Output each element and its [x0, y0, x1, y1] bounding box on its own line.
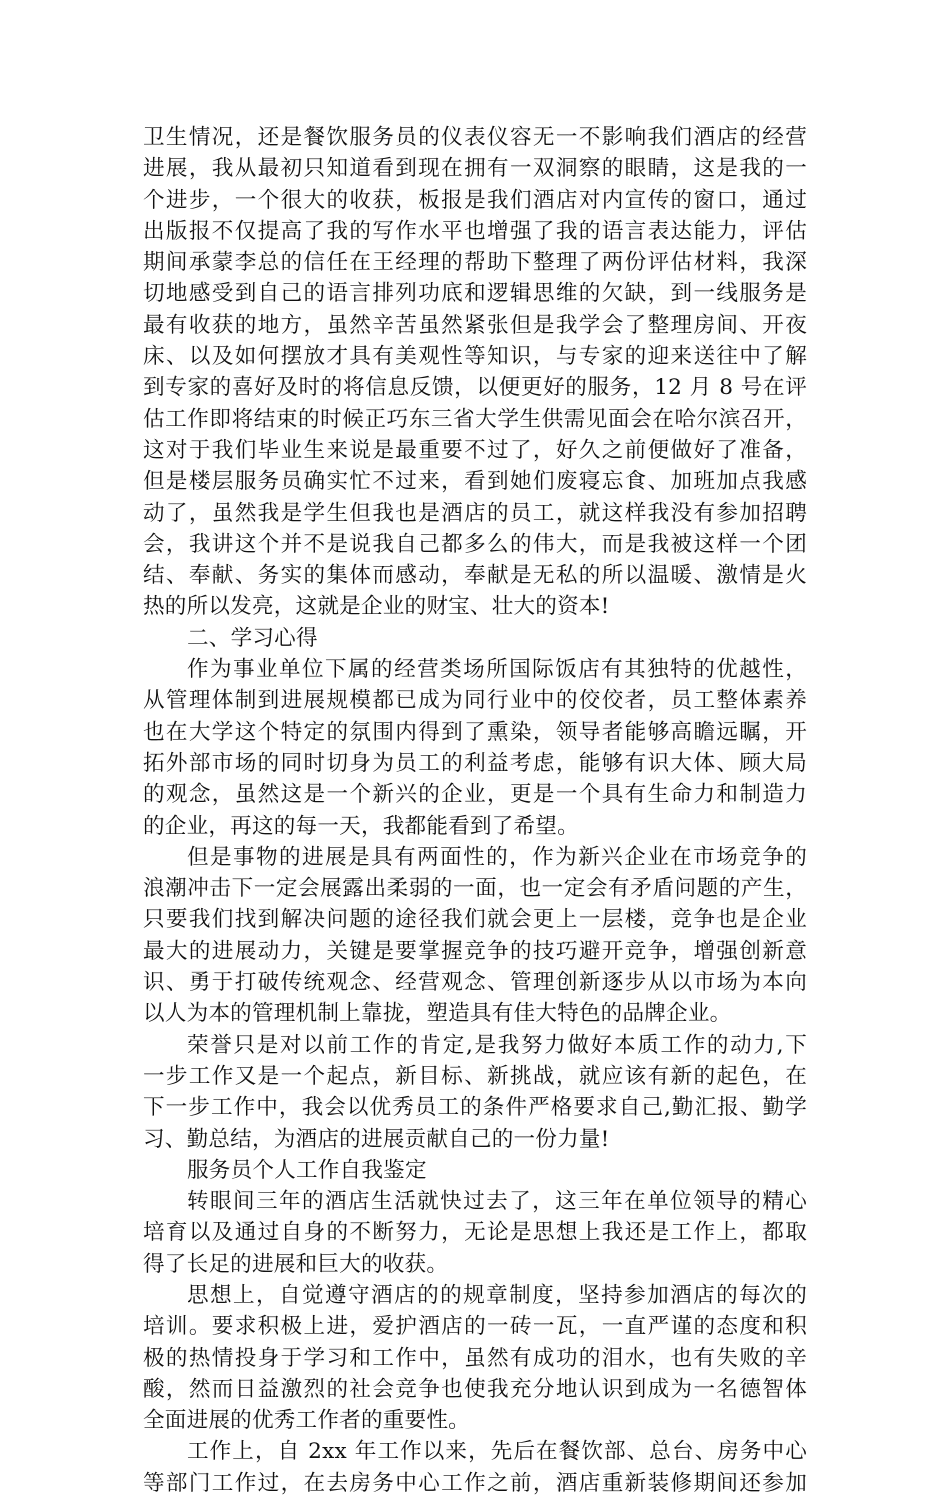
text-line: 二、学习心得 [187, 625, 318, 651]
text-line: 识、勇于打破传统观念、经营观念、管理创新逐步从以市场为本向 [143, 970, 807, 996]
text-line: 从管理体制到进展规模都已成为同行业中的佼佼者，员工整体素养 [143, 688, 807, 714]
paragraph [143, 122, 807, 623]
text-line: 热的所以发亮，这就是企业的财宝、壮大的资本! [143, 594, 610, 620]
text-line: 作为事业单位下属的经营类场所国际饭店有其独特的优越性， [187, 657, 807, 683]
text-line: 得了长足的进展和巨大的收获。 [143, 1251, 449, 1277]
text-line: 动了，虽然我是学生但我也是酒店的员工，就这样我没有参加招聘 [143, 500, 807, 526]
text-line: 只要我们找到解决问题的途径我们就会更上一层楼，竞争也是企业 [143, 907, 807, 933]
text-line: 下一步工作中，我会以优秀员工的条件严格要求自己,勤汇报、勤学 [143, 1095, 807, 1121]
text-line: 浪潮冲击下一定会展露出柔弱的一面，也一定会有矛盾问题的产生， [143, 876, 807, 902]
paragraph [143, 1280, 807, 1436]
text-line: 最大的进展动力，关键是要掌握竞争的技巧避开竞争，增强创新意 [143, 938, 807, 964]
text-line: 服务员个人工作自我鉴定 [187, 1157, 427, 1183]
text-line: 培育以及通过自身的不断努力，无论是思想上我还是工作上，都取 [143, 1220, 807, 1246]
text-line: 习、勤总结，为酒店的进展贡献自己的一份力量! [143, 1126, 610, 1152]
text-line: 会，我讲这个并不是说我自己都多么的伟大，而是我被这样一个团 [143, 531, 807, 557]
text-line: 的企业，再这的每一天，我都能看到了希望。 [143, 813, 579, 839]
text-line: 但是楼层服务员确实忙不过来，看到她们废寝忘食、加班加点我感 [143, 469, 807, 495]
text-line: 一步工作又是一个起点，新目标、新挑战，就应该有新的起色，在 [143, 1063, 807, 1089]
text-line: 以人为本的管理机制上靠拢，塑造具有佳大特色的品牌企业。 [143, 1001, 732, 1027]
text-line: 出版报不仅提高了我的写作水平也增强了我的语言表达能力，评估 [143, 218, 807, 244]
section-heading [143, 623, 807, 654]
paragraph [143, 1030, 807, 1155]
text-line: 估工作即将结束的时候正巧东三省大学生供需见面会在哈尔滨召开， [143, 406, 807, 432]
text-line: 进展，我从最初只知道看到现在拥有一双洞察的眼睛，这是我的一 [143, 156, 807, 182]
paragraph [143, 1436, 807, 1499]
text-line: 床、以及如何摆放才具有美观性等知识，与专家的迎来送往中了解 [143, 344, 807, 370]
text-line: 荣誉只是对以前工作的肯定,是我努力做好本质工作的动力,下 [187, 1032, 807, 1058]
text-line: 卫生情况，还是餐饮服务员的仪表仪容无一不影响我们酒店的经营 [143, 125, 807, 150]
text-line: 工作上，自 2xx 年工作以来，先后在餐饮部、总台、房务中心 [187, 1439, 807, 1465]
text-line: 结、奉献、务实的集体而感动，奉献是无私的所以温暖、激情是火 [143, 563, 807, 589]
text-line: 的观念，虽然这是一个新兴的企业，更是一个具有生命力和制造力 [143, 782, 807, 808]
document-page [143, 122, 807, 1499]
paragraph [143, 1186, 807, 1280]
text-line: 也在大学这个特定的氛围内得到了熏染，领导者能够高瞻远瞩，开 [143, 719, 807, 745]
text-line: 等部门工作过，在去房务中心工作之前，酒店重新装修期间还参加 [143, 1470, 807, 1496]
section-heading [143, 1155, 807, 1186]
text-line: 这对于我们毕业生来说是最重要不过了，好久之前便做好了准备， [143, 437, 807, 463]
text-line: 最有收获的地方，虽然辛苦虽然紧张但是我学会了整理房间、开夜 [143, 312, 807, 338]
text-line: 酸，然而日益激烈的社会竞争也使我充分地认识到成为一名德智体 [143, 1376, 807, 1402]
text-line: 切地感受到自己的语言排列功底和逻辑思维的欠缺，到一线服务是 [143, 281, 807, 307]
text-line: 极的热情投身于学习和工作中，虽然有成功的泪水，也有失败的辛 [143, 1345, 807, 1371]
text-line: 全面进展的优秀工作者的重要性。 [143, 1408, 470, 1434]
paragraph [143, 654, 807, 842]
text-line: 到专家的喜好及时的将信息反馈，以便更好的服务，12 月 8 号在评 [143, 375, 807, 401]
paragraph [143, 842, 807, 1030]
text-line: 培训。要求积极上进，爱护酒店的一砖一瓦，一直严谨的态度和积 [143, 1314, 807, 1340]
text-line: 期间承蒙李总的信任在王经理的帮助下整理了两份评估材料，我深 [143, 250, 807, 276]
text-line: 拓外部市场的同时切身为员工的利益考虑，能够有识大体、顾大局 [143, 750, 807, 776]
text-line: 转眼间三年的酒店生活就快过去了，这三年在单位领导的精心 [187, 1189, 807, 1215]
text-line: 个进步，一个很大的收获，板报是我们酒店对内宣传的窗口，通过 [143, 187, 807, 213]
text-line: 但是事物的进展是具有两面性的，作为新兴企业在市场竞争的 [187, 844, 807, 870]
text-line: 思想上，自觉遵守酒店的的规章制度，坚持参加酒店的每次的 [187, 1282, 807, 1308]
